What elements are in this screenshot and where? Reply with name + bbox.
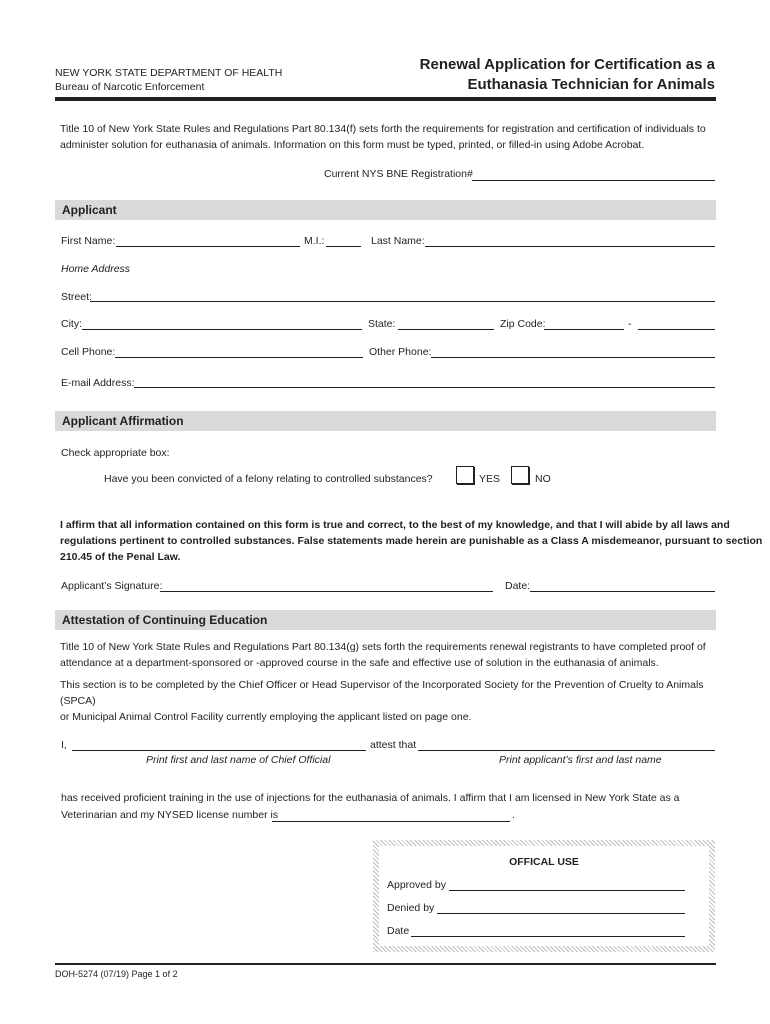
mi-field[interactable]: [326, 234, 361, 247]
applicant-section-header: [55, 200, 716, 220]
applicant-name-hint: Print applicant’s first and last name: [499, 754, 662, 766]
header-rule: [55, 97, 716, 101]
first-name-field[interactable]: [116, 234, 300, 247]
zip-field[interactable]: [544, 317, 624, 330]
applicant-name-field[interactable]: [418, 738, 715, 751]
statement-line1: I affirm that all information contained on this form is true and correct, to the best of my knowledge, and that I will abide by all laws and: [60, 519, 730, 531]
education-section-title: Attestation of Continuing Education: [62, 613, 268, 627]
education-paragraph-2: [60, 677, 720, 725]
education-p2-line1: This section is to be completed by the Chief Officer or Head Supervisor of the Incorporated Society for the Prevention of Cruelty to Animals (SPCA): [60, 679, 704, 707]
cell-phone-label: Cell Phone:: [61, 346, 116, 358]
form-title-line2: Euthanasia Technician for Animals: [467, 76, 715, 93]
official-use-inner: [379, 846, 709, 946]
form-id: DOH-5274 (07/19) Page 1 of 2: [55, 969, 178, 979]
education-section-header: [55, 610, 716, 630]
city-field[interactable]: [82, 317, 362, 330]
no-checkbox[interactable]: [511, 466, 529, 484]
affirmation-statement: [60, 517, 762, 565]
felony-question: Have you been convicted of a felony relating to controlled substances?: [104, 473, 433, 485]
home-address-label: Home Address: [61, 263, 131, 275]
intro-line1: Title 10 of New York State Rules and Regulations Part 80.134(f) sets forth the requirements for registration and certification of individuals to: [60, 123, 706, 135]
approved-by-label: Approved by: [387, 879, 446, 891]
chief-official-name-field[interactable]: [72, 738, 366, 751]
affirmation-section-header: [55, 411, 716, 431]
no-label: NO: [535, 473, 551, 485]
affirmation-section-title: Applicant Affirmation: [62, 414, 184, 428]
i-label: I,: [61, 739, 67, 751]
check-box-label: Check appropriate box:: [61, 447, 170, 459]
signature-date-field[interactable]: [530, 579, 715, 592]
signature-label: Applicant’s Signature:: [61, 580, 163, 592]
signature-field[interactable]: [160, 579, 493, 592]
zip-separator: -: [628, 318, 632, 330]
street-label: Street:: [61, 291, 92, 303]
street-field[interactable]: [90, 289, 715, 302]
official-use-title: OFFICAL USE: [509, 856, 579, 868]
official-use-box: [373, 840, 715, 952]
yes-checkbox[interactable]: [456, 466, 474, 484]
footer-rule: [55, 963, 716, 965]
statement-line3: 210.45 of the Penal Law.: [60, 551, 181, 563]
education-p1-line2: attendance at a department-sponsored or -approved course in the safe and effective use of solution in the euthanasia of animals.: [60, 657, 659, 669]
email-label: E-mail Address:: [61, 377, 135, 389]
other-phone-label: Other Phone:: [369, 346, 432, 358]
education-p2-line2: or Municipal Animal Control Facility currently employing the applicant listed on page one.: [60, 711, 472, 723]
first-name-label: First Name:: [61, 235, 116, 247]
cell-phone-field[interactable]: [115, 345, 363, 358]
license-period: .: [512, 809, 515, 821]
approved-by-field[interactable]: [449, 878, 685, 891]
training-line2: Veterinarian and my NYSED license number is: [61, 809, 279, 821]
education-p1-line1: Title 10 of New York State Rules and Regulations Part 80.134(g) sets forth the requirements renewal registrants to have completed proof of: [60, 641, 706, 653]
chief-official-hint: Print first and last name of Chief Official: [146, 754, 331, 766]
license-number-field[interactable]: [272, 809, 510, 822]
registration-label: Current NYS BNE Registration#: [324, 168, 473, 180]
form-title: [420, 55, 715, 95]
mi-label: M.I.:: [304, 235, 325, 247]
city-label: City:: [61, 318, 82, 330]
state-field[interactable]: [398, 317, 494, 330]
education-paragraph-1: [60, 639, 720, 671]
denied-by-field[interactable]: [437, 901, 685, 914]
denied-by-label: Denied by: [387, 902, 435, 914]
attest-label: attest that: [370, 739, 417, 751]
other-phone-field[interactable]: [431, 345, 715, 358]
zip-label: Zip Code:: [500, 318, 546, 330]
bureau-name: Bureau of Narcotic Enforcement: [55, 81, 205, 93]
yes-label: YES: [479, 473, 501, 485]
statement-line2: regulations pertinent to controlled substances. False statements made herein are punishable as a Class A misdemeanor, pursuant to section: [60, 535, 763, 547]
state-label: State:: [368, 318, 396, 330]
form-title-line1: Renewal Application for Certification as a: [419, 56, 715, 73]
registration-field[interactable]: [472, 168, 715, 181]
zip-extension-field[interactable]: [638, 317, 715, 330]
official-date-field[interactable]: [411, 924, 685, 937]
department-name: NEW YORK STATE DEPARTMENT OF HEALTH: [55, 67, 283, 79]
email-field[interactable]: [134, 375, 715, 388]
applicant-section-title: Applicant: [62, 203, 117, 217]
signature-date-label: Date:: [505, 580, 531, 592]
official-date-label: Date: [387, 925, 410, 937]
last-name-field[interactable]: [425, 234, 715, 247]
last-name-label: Last Name:: [371, 235, 425, 247]
training-line1: has received proficient training in the use of injections for the euthanasia of animals. I affirm that I am licensed in New York State as a: [61, 792, 680, 804]
intro-line2: administer solution for euthanasia of animals. Information on this form must be typed, printed, or filled-in using Adobe Acrobat.: [60, 139, 645, 151]
intro-text: [60, 121, 720, 153]
